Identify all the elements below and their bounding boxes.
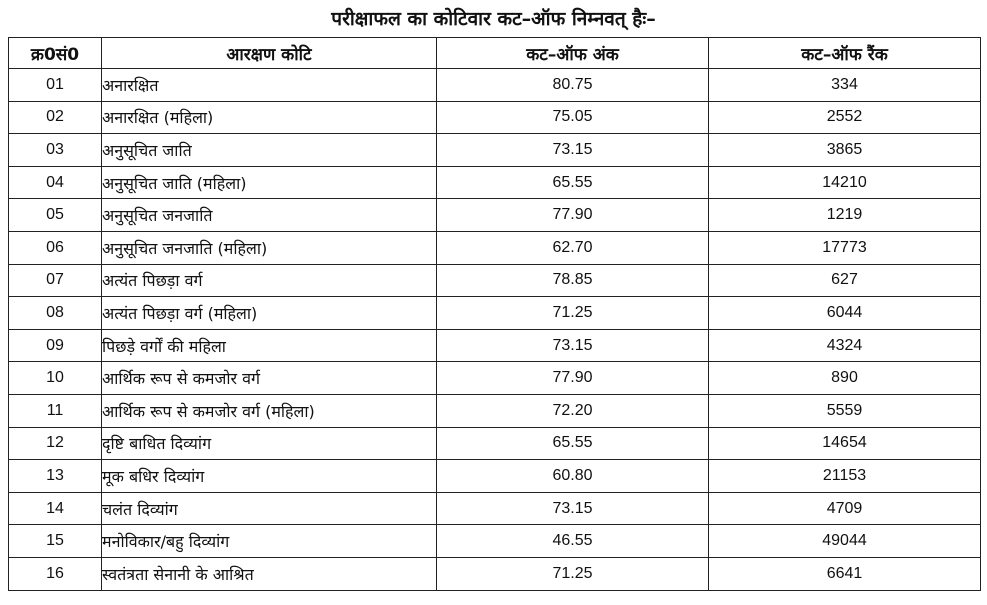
cutoff-rank-cell: 2552 <box>709 101 981 134</box>
cutoff-rank-cell: 14654 <box>709 427 981 460</box>
cutoff-marks-cell: 73.15 <box>437 492 709 525</box>
header-category: आरक्षण कोटि <box>102 38 437 69</box>
serial-number-cell: 14 <box>9 492 102 525</box>
cutoff-rank-cell: 627 <box>709 264 981 297</box>
table-row <box>9 134 981 167</box>
cutoff-rank-cell: 6044 <box>709 297 981 330</box>
serial-number-cell: 01 <box>9 69 102 102</box>
cutoff-rank-cell: 6641 <box>709 557 981 590</box>
table-row <box>9 297 981 330</box>
category-cell: अनुसूचित जाति (महिला) <box>102 166 437 199</box>
serial-number-cell: 06 <box>9 231 102 264</box>
header-serial-number: क्र0सं0 <box>9 38 102 69</box>
cutoff-rank-cell: 4709 <box>709 492 981 525</box>
cutoff-marks-cell: 71.25 <box>437 297 709 330</box>
table-row <box>9 264 981 297</box>
cutoff-marks-cell: 77.90 <box>437 199 709 232</box>
table-row <box>9 492 981 525</box>
table-row <box>9 166 981 199</box>
cutoff-rank-cell: 4324 <box>709 329 981 362</box>
serial-number-cell: 03 <box>9 134 102 167</box>
cutoff-marks-cell: 65.55 <box>437 166 709 199</box>
cutoff-marks-cell: 46.55 <box>437 525 709 558</box>
cutoff-rank-cell: 21153 <box>709 460 981 493</box>
category-cell: मनोविकार/बहु दिव्यांग <box>102 525 437 558</box>
table-row <box>9 525 981 558</box>
serial-number-cell: 11 <box>9 394 102 427</box>
cutoff-rank-cell: 1219 <box>709 199 981 232</box>
category-cell: दृष्टि बाधित दिव्यांग <box>102 427 437 460</box>
cutoff-marks-cell: 80.75 <box>437 69 709 102</box>
cutoff-rank-cell: 14210 <box>709 166 981 199</box>
category-cell: चलंत दिव्यांग <box>102 492 437 525</box>
cutoff-rank-cell: 17773 <box>709 231 981 264</box>
category-cell: मूक बधिर दिव्यांग <box>102 460 437 493</box>
table-row <box>9 101 981 134</box>
table-row <box>9 199 981 232</box>
serial-number-cell: 13 <box>9 460 102 493</box>
category-cell: अत्यंत पिछड़ा वर्ग (महिला) <box>102 297 437 330</box>
page-title: परीक्षाफल का कोटिवार कट–ऑफ निम्नवत् हैः– <box>331 8 656 30</box>
cutoff-marks-cell: 72.20 <box>437 394 709 427</box>
cutoff-table <box>8 37 981 591</box>
serial-number-cell: 04 <box>9 166 102 199</box>
header-row <box>9 38 981 69</box>
header-cutoff-rank: कट–ऑफ रैंक <box>709 38 981 69</box>
cutoff-rank-cell: 3865 <box>709 134 981 167</box>
cutoff-marks-cell: 65.55 <box>437 427 709 460</box>
cutoff-marks-cell: 77.90 <box>437 362 709 395</box>
serial-number-cell: 10 <box>9 362 102 395</box>
serial-number-cell: 02 <box>9 101 102 134</box>
category-cell: आर्थिक रूप से कमजोर वर्ग (महिला) <box>102 394 437 427</box>
table-row <box>9 69 981 102</box>
cutoff-rank-cell: 5559 <box>709 394 981 427</box>
serial-number-cell: 05 <box>9 199 102 232</box>
cutoff-marks-cell: 62.70 <box>437 231 709 264</box>
category-cell: आर्थिक रूप से कमजोर वर्ग <box>102 362 437 395</box>
serial-number-cell: 09 <box>9 329 102 362</box>
table-row <box>9 557 981 590</box>
cutoff-marks-cell: 60.80 <box>437 460 709 493</box>
table-row <box>9 231 981 264</box>
table-row <box>9 427 981 460</box>
category-cell: स्वतंत्रता सेनानी के आश्रित <box>102 557 437 590</box>
serial-number-cell: 08 <box>9 297 102 330</box>
table-header <box>9 38 981 69</box>
category-cell: अत्यंत पिछड़ा वर्ग <box>102 264 437 297</box>
cutoff-marks-cell: 78.85 <box>437 264 709 297</box>
cutoff-rank-cell: 49044 <box>709 525 981 558</box>
serial-number-cell: 07 <box>9 264 102 297</box>
cutoff-marks-cell: 73.15 <box>437 329 709 362</box>
category-cell: अनुसूचित जाति <box>102 134 437 167</box>
category-cell: अनारक्षित <box>102 69 437 102</box>
cutoff-marks-cell: 75.05 <box>437 101 709 134</box>
header-cutoff-marks: कट–ऑफ अंक <box>437 38 709 69</box>
category-cell: अनुसूचित जनजाति <box>102 199 437 232</box>
table-row <box>9 329 981 362</box>
table-row <box>9 460 981 493</box>
cutoff-marks-cell: 73.15 <box>437 134 709 167</box>
serial-number-cell: 15 <box>9 525 102 558</box>
table-row <box>9 394 981 427</box>
category-cell: अनारक्षित (महिला) <box>102 101 437 134</box>
serial-number-cell: 16 <box>9 557 102 590</box>
table-body <box>9 69 981 591</box>
cutoff-rank-cell: 334 <box>709 69 981 102</box>
cutoff-marks-cell: 71.25 <box>437 557 709 590</box>
table-row <box>9 362 981 395</box>
category-cell: अनुसूचित जनजाति (महिला) <box>102 231 437 264</box>
category-cell: पिछड़े वर्गों की महिला <box>102 329 437 362</box>
cutoff-rank-cell: 890 <box>709 362 981 395</box>
serial-number-cell: 12 <box>9 427 102 460</box>
